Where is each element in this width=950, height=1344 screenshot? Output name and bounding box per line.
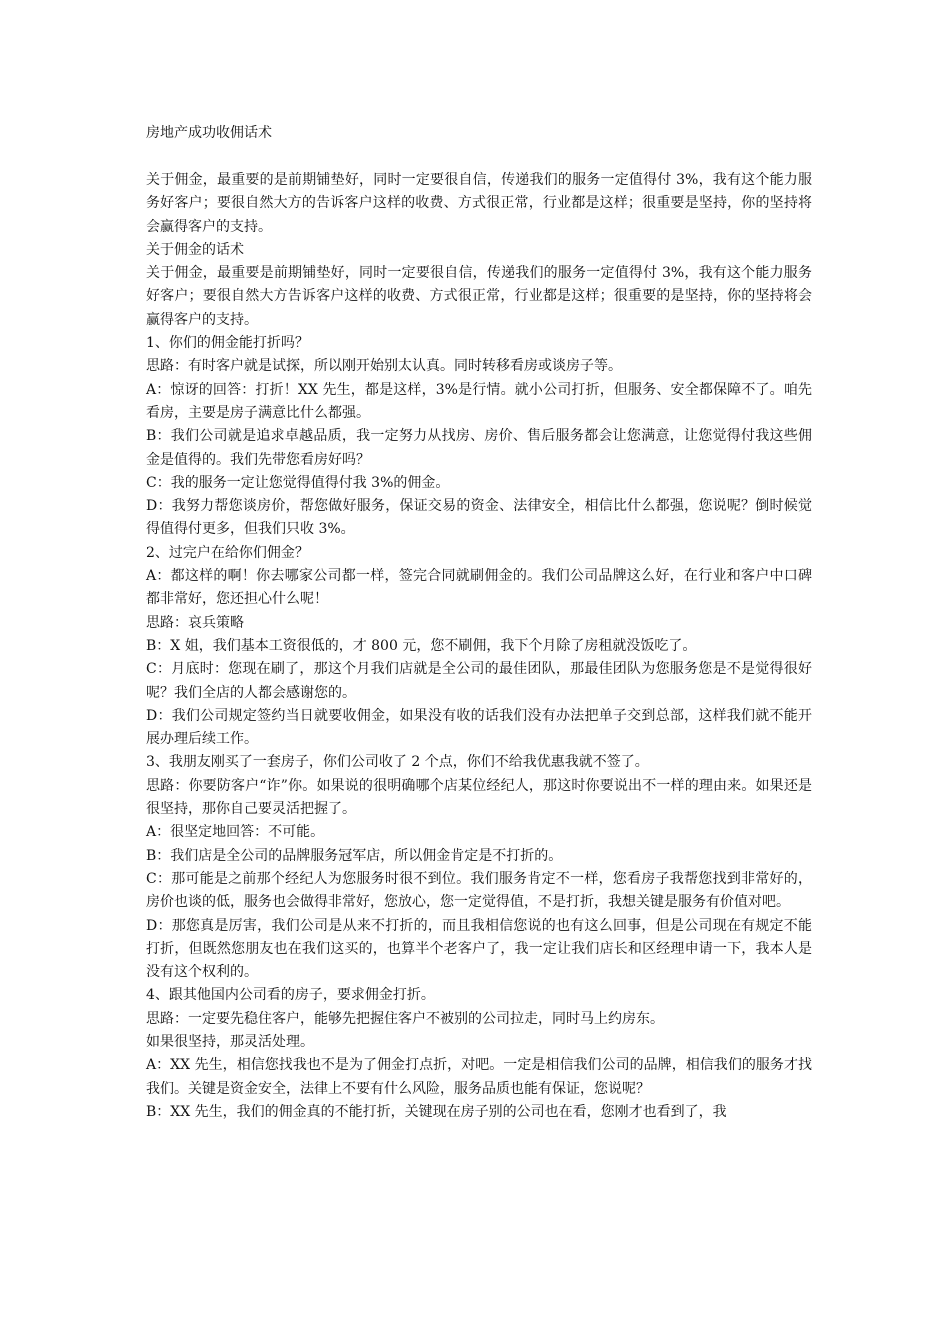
question-1-approach: 思路：有时客户就是试探，所以刚开始别太认真。同时转移看房或谈房子等。 — [146, 358, 622, 375]
question-3-answer-a: A：很坚定地回答：不可能。 — [146, 824, 325, 841]
question-2-answer-a: A：都这样的啊！你去哪家公司都一样，签完合同就刷佣金的。我们公司品牌这么好，在行业和客户中口碑都非常好，您还担心什么呢！ — [146, 568, 812, 608]
question-3-answer-d: D：那您真是厉害，我们公司是从来不打折的，而且我相信您说的也有这么回事，但是公司现在有规定不能打折，但既然您朋友也在我们这买的，也算半个老客户了，我一定让我们店长和区经理申请一下，我本人是没有这个权利的。 — [146, 917, 812, 981]
question-3: 3、我朋友刚买了一套房子，你们公司收了 2 个点，你们不给我优惠我就不签了。 — [146, 754, 649, 771]
document-body — [146, 169, 812, 1124]
question-4-approach: 思路：一定要先稳住客户，能够先把握住客户不被别的公司拉走，同时马上约房东。 — [146, 1010, 664, 1027]
question-1-answer-b: B：我们公司就是追求卓越品质，我一定努力从找房、房价、售后服务都会让您满意，让您觉得付我这些佣金是值得的。我们先带您看房好吗？ — [146, 428, 812, 468]
question-3-answer-c: C：那可能是之前那个经纪人为您服务时很不到位。我们服务肯定不一样，您看房子我帮您找到非常好的，房价也谈的低，服务也会做得非常好，您放心，您一定觉得值，不是打折，我想关键是服务有价值对吧。 — [146, 870, 812, 911]
section-heading-commission-script: 关于佣金的话术 — [146, 241, 244, 258]
document-page — [146, 121, 812, 1124]
document-title: 房地产成功收佣话术 — [146, 125, 272, 141]
paragraph-intro: 关于佣金，最重要的是前期铺垫好，同时一定要很自信，传递我们的服务一定值得付 3%，我有这个能力服务好客户；要很自然大方的告诉客户这样的收费、方式很正常，行业都是这样；很重要是坚持，你的坚持将会赢得客户的支持。 — [146, 172, 812, 235]
question-1: 1、你们的佣金能打折吗？ — [146, 335, 309, 352]
paragraph-commission-intro: 关于佣金，最重要是前期铺垫好，同时一定要很自信，传递我们的服务一定值得付 3%，我有这个能力服务好客户；要很自然大方告诉客户这样的收费、方式很正常，行业都是这样；很重要的是坚持，你的坚持将会赢得客户的支持。 — [146, 265, 812, 328]
question-2-approach: 思路：哀兵策略 — [146, 614, 244, 631]
question-2-answer-c: C：月底时：您现在刷了，那这个月我们店就是全公司的最佳团队，那最佳团队为您服务您是不是觉得很好呢？我们全店的人都会感谢您的。 — [146, 661, 812, 701]
question-1-answer-a: A：惊讶的回答：打折！XX 先生，都是这样，3%是行情。就小公司打折，但服务、安全都保障不了。咱先看房，主要是房子满意比什么都强。 — [146, 381, 812, 421]
question-2-answer-d: D：我们公司规定签约当日就要收佣金，如果没有收的话我们没有办法把单子交到总部，这样我们就不能开展办理后续工作。 — [146, 707, 812, 748]
question-3-answer-b: B：我们店是全公司的品牌服务冠军店，所以佣金肯定是不打折的。 — [146, 847, 563, 864]
question-3-approach: 思路：你要防客户“诈”你。如果说的很明确哪个店某位经纪人，那这时你要说出不一样的理由来。如果还是很坚持，那你自己要灵活把握了。 — [146, 777, 812, 818]
question-1-answer-c: C：我的服务一定让您觉得值得付我 3%的佣金。 — [146, 474, 450, 491]
question-4: 4、跟其他国内公司看的房子，要求佣金打折。 — [146, 987, 435, 1004]
question-4-answer-b: B：XX 先生，我们的佣金真的不能打折，关键现在房子别的公司也在看，您刚才也看到了，我 — [146, 1103, 727, 1120]
question-4-note: 如果很坚持，那灵活处理。 — [146, 1033, 314, 1050]
question-4-answer-a: A：XX 先生，相信您找我也不是为了佣金打点折，对吧。一定是相信我们公司的品牌，相信我们的服务才找我们。关键是资金安全，法律上不要有什么风险，服务品质也能有保证，您说呢？ — [146, 1057, 812, 1097]
question-1-answer-d: D：我努力帮您谈房价，帮您做好服务，保证交易的资金、法律安全，相信比什么都强，您说呢？倒时候觉得值得付更多，但我们只收 3%。 — [146, 498, 812, 538]
question-2-answer-b: B：X 姐，我们基本工资很低的，才 800 元，您不刷佣，我下个月除了房租就没饭吃了。 — [146, 637, 697, 654]
question-2: 2、过完户在给你们佣金？ — [146, 544, 309, 561]
